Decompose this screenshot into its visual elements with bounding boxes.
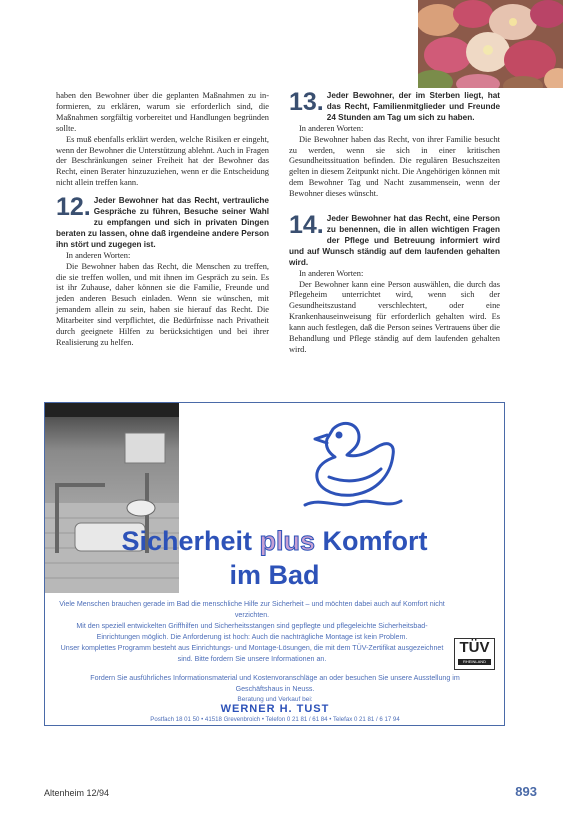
ad-text: Mit den speziell entwickelten Griffhilfen und Sicherheitsstangen sind gepflegte und pflegeleichte Sicherheitsbad-Einrichtungen möglich. Die Anforderung ist hoch: Auch die nachträgliche Montage ist kein Problem. [76,622,428,641]
ad-headline-line2: im Bad [229,560,320,590]
ad-text: Fordern Sie ausführliches Informationsmaterial und Kostenvoranschläge an oder besuchen Sie unsere Ausstellung im Geschäftshaus in Neuss. [90,674,460,693]
paragraph: Die Bewohner haben das Recht, von ihrer Familie besucht zu werden, wenn sie sich in einer kritischen Gesundheitssituation befinden. Die regulären Besuchszeiten gelten in diesem Zeitpunkt nicht. Die Angehörigen können mit dem Bewohner Tag und Nacht zusammensein, wenn der Bewohner dieses wünscht. [289,134,500,199]
advertisement [44,402,505,726]
company-address: Postfach 18 01 50 • 41518 Grevenbroich • Telefon 0 21 81 / 61 84 • Telefax 0 21 81 / 6 17 94 [150,716,400,723]
ad-text: Unser komplettes Programm besteht aus Einrichtungs- und Montage-Lösungen, die mit dem TÜV-Zertifikat ausgezeichnet sind. Bitte fordern Sie unsere Informationen an. [60,644,444,663]
flower-photo [418,0,563,88]
item-lead-text: Jeder Bewohner hat das Recht, vertrauliche Gespräche zu führen, Besuche seiner Wahl zu empfangen und sich in privaten Dingen beraten zu lassen, ohne daß irgendeine andere Person ihn stört und zugegen ist. [56,196,269,249]
tuv-badge [454,638,495,670]
flower-image [418,0,563,88]
item-14-heading [289,211,500,269]
left-column [56,91,269,349]
headline-part: Sicherheit [121,526,260,556]
paragraph: Der Bewohner kann eine Person auswählen, die durch das Pflegeheim unterrichtet wird, wenn sich der Gesundheitszustand verschlechtert, oder eine Krankenhauseinweisung für erforderlich gehalten wird. Es kann auch festlegen, daß die Person seines Vertrauens über die Behandlung und Pflege ständig auf dem laufenden gehalten wird. [289,279,500,354]
tuv-label: TÜV [459,639,490,656]
item-number: 14. [289,211,324,240]
item-lead-text: Jeder Bewohner hat das Recht, eine Person zu benennen, die in allen wichtigen Fragen der Pflege und Betreuung informiert wird und auf Wunsch ständig auf dem laufenden gehalten wird. [289,214,500,267]
ad-text: Viele Menschen brauchen gerade im Bad die menschliche Hilfe zur Sicherheit – und möchten dabei auch auf Komfort nicht verzichten. [59,600,445,619]
paragraph: Die Bewohner haben das Recht, die Menschen zu treffen, die sie treffen wollen, und mit ihnen im Gespräch zu sein. Es ist ihr Zuhause, daher können sie die Familie, Freunde und jeden anderen Besuch einladen. Wenn sie wünschen, mit jemandem allein zu sein, haben sie hierauf das Recht. Die Mitarbeiter sind verpflichtet, die Bedürfnisse nach Privatheit durch geeignete Hilfen zu berücksichtigen und bei ihrer Realisierung zu helfen. [56,261,269,347]
right-column [289,88,500,356]
item-13-heading [289,88,500,124]
item-12-heading [56,193,269,251]
headline-plus: plus [259,526,316,556]
ad-small-text: Beratung und Verkauf bei: [237,696,313,703]
subheading: In anderen Worten: [299,123,364,133]
item-number: 12. [56,193,91,222]
paragraph: Es muß ebenfalls erklärt werden, welche Risiken er eingeht, wenn der Bewohner die Unterstützung ablehnt. Auch in Fragen der Beschränkungen seiner Freiheit hat der Bewohner das Recht, einen Berater hinzuzuziehen, wenn er die Entscheidung nicht allein treffen kann. [56,134,269,188]
tuv-bar-label: RHEINLAND [458,659,491,665]
company-name: WERNER H. TUST [220,703,330,715]
footer-journal: Altenheim 12/94 [44,788,110,798]
ad-headline [45,526,504,556]
item-lead-text: Jeder Bewohner, der im Sterben liegt, hat das Recht, Familienmitglieder und Freunde 24 Stunden am Tag um sich zu haben. [326,91,500,122]
page-number: 893 [515,784,537,799]
item-number: 13. [289,88,324,116]
subheading: In anderen Worten: [66,250,131,260]
subheading: In anderen Worten: [299,268,364,278]
paragraph: haben den Bewohner über die geplanten Maßnahmen zu in-formieren, zu erklären, warum sie erforderlich sind, die Maßnahmen sorgfältig vorbereitet und Handlungen begründen sollte. [56,91,269,133]
headline-part: Komfort [315,526,428,556]
duck-logo [295,417,407,515]
